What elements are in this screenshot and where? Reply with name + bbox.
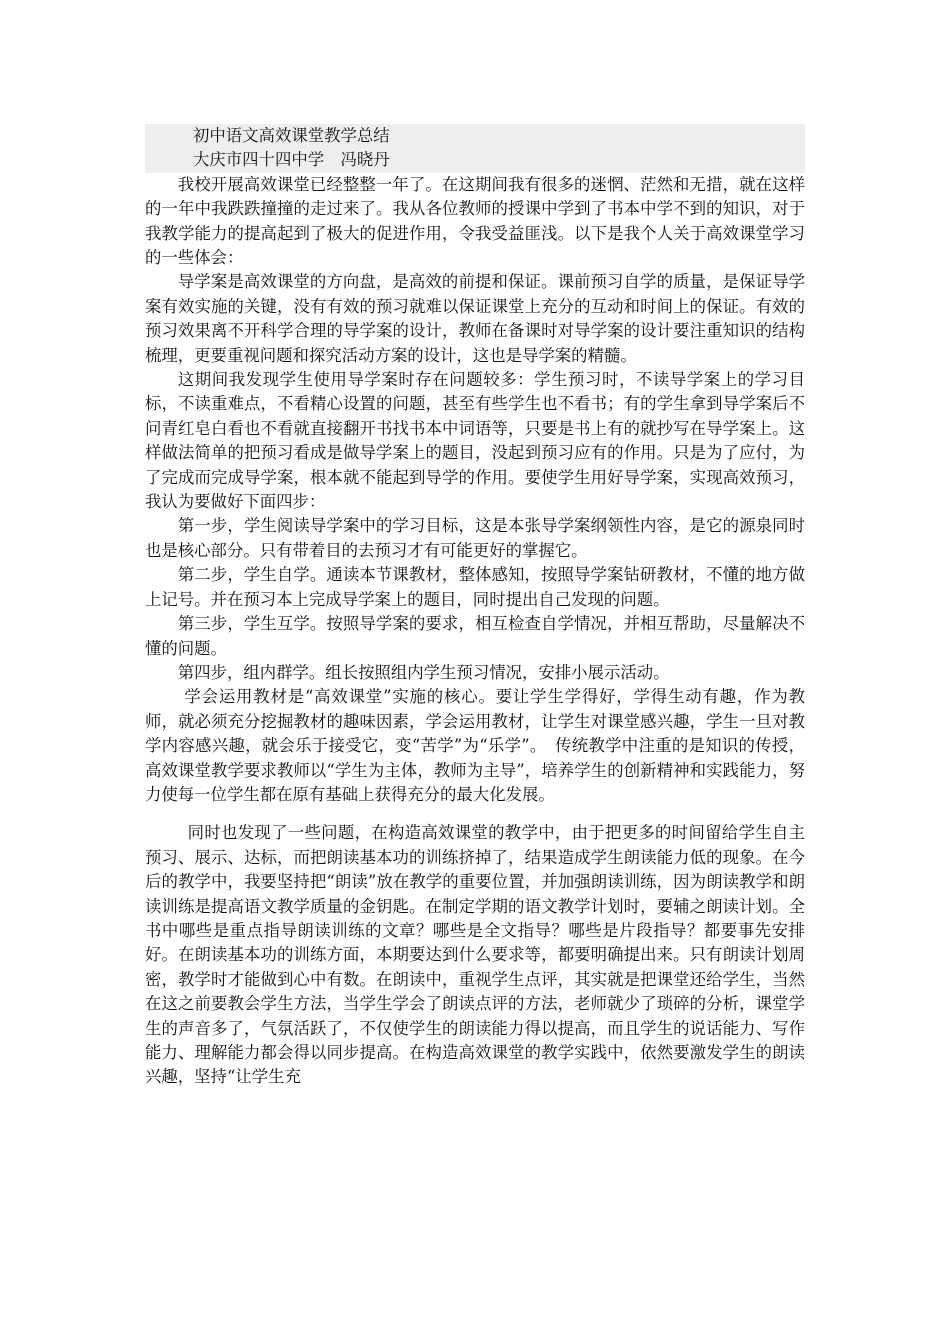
paragraph-textbook: 学会运用教材是“高效课堂”实施的核心。要让学生学得好，学得生动有趣，作为教师，就必须充分挖掘教材的趣味因素，学会运用教材，让学生对课堂感兴趣，学生一旦对教学内容感兴趣，就会乐于接受它，变“苦学”为“乐学”。 传统教学中注重的是知识的传授，高效课堂教学要求教师以“学生为主体，教师为主导”，培养学生的创新精神和实践能力，努力使每一位学生都在原有基础上获得充分的最大化发展。	[145, 687, 805, 804]
document-body	[145, 124, 805, 1090]
paragraph-step-two: 第二步，学生自学。通读本节课教材，整体感知，按照导学案钻研教材，不懂的地方做上记号。并在预习本上完成导学案上的题目，同时提出自己发现的问题。	[145, 565, 805, 609]
paragraph-step-four: 第四步，组内群学。组长按照组内学生预习情况，安排小展示活动。	[177, 662, 670, 682]
paragraph-guide-plan: 导学案是高效课堂的方向盘，是高效的前提和保证。课前预习自学的质量，是保证导学案有效实施的关键，没有有效的预习就难以保证课堂上充分的互动和时间上的保证。有效的预习效果离不开科学合理的导学案的设计，教师在备课时对导学案的设计要注重知识的结构梳理，更要重视问题和探究活动方案的设计，这也是导学案的精髓。	[145, 272, 805, 365]
paragraph-problems: 这期间我发现学生使用导学案时存在问题较多：学生预习时，不读导学案上的学习目标，不读重难点，不看精心设置的问题，甚至有些学生也不看书；有的学生拿到导学案后不问青红皂白看也不看就直接翻开书找书本中词语等，只要是书上有的就抄写在导学案上。这样做法简单的把预习看成是做导学案上的题目，没起到预习应有的作用。只是为了应付，为了完成而完成导学案，根本就不能起到导学的作用。要使学生用好导学案，实现高效预习，我认为要做好下面四步：	[145, 370, 805, 512]
document-title: 初中语文高效课堂教学总结	[145, 124, 805, 148]
paragraph-step-one: 第一步，学生阅读导学案中的学习目标，这是本张导学案纲领性内容，是它的源泉同时也是核心部分。只有带着目的去预习才有可能更好的掌握它。	[145, 516, 805, 560]
paragraph-reading: 同时也发现了一些问题，在构造高效课堂的教学中，由于把更多的时间留给学生自主预习、展示、达标，而把朗读基本功的训练挤掉了，结果造成学生朗读能力低的现象。在今后的教学中，我要坚持把“朗读”放在教学的重要位置，并加强朗读训练，因为朗读教学和朗读训练是提高语文教学质量的金钥匙。在制定学期的语文教学计划时，要辅之朗读计划。全书中哪些是重点指导朗读训练的文章？哪些是全文指导？哪些是片段指导？都要事先安排好。在朗读基本功的训练方面，本期要达到什么要求等，都要明确提出来。只有朗读计划周密，教学时才能做到心中有数。在朗读中，重视学生点评，其实就是把课堂还给学生，当然在这之前要教会学生方法，当学生学会了朗读点评的方法，老师就少了琐碎的分析，课堂学生的声音多了，气氛活跃了，不仅使学生的朗读能力得以提高，而且学生的说话能力、写作能力、理解能力都会得以同步提高。在构造高效课堂的教学实践中，依然要激发学生的朗读兴趣，坚持“让学生充	[145, 823, 805, 1087]
paragraph-step-three: 第三步，学生互学。按照导学案的要求，相互检查自学情况，并相互帮助，尽量解决不懂的问题。	[145, 614, 805, 658]
paragraph-spacer	[145, 807, 805, 821]
paragraph-intro: 我校开展高效课堂已经整整一年了。在这期间我有很多的迷惘、茫然和无措，就在这样的一年中我跌跌撞撞的走过来了。我从各位教师的授课中学到了书本中学不到的知识，对于我教学能力的提高起到了极大的促进作用，令我受益匪浅。以下是我个人关于高效课堂学习的一些体会：	[145, 174, 805, 267]
author-line: 大庆市四十四中学 冯晓丹	[145, 148, 805, 172]
